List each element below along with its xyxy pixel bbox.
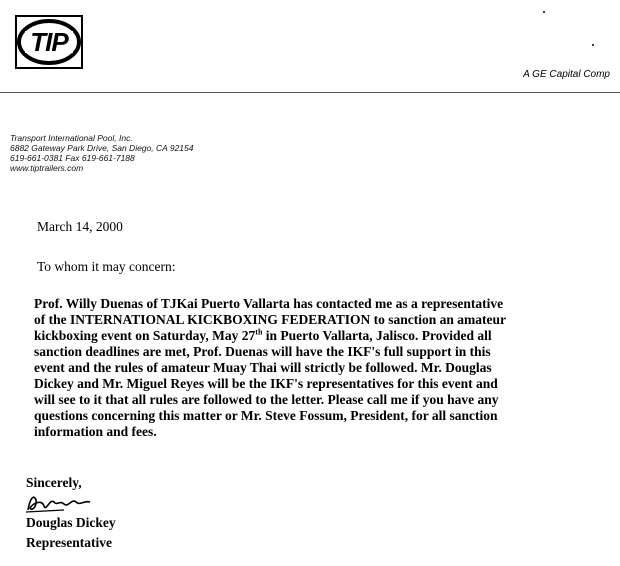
body-line: questions concerning this matter or Mr. Steve Fossum, President, for all sanction <box>34 408 498 423</box>
company-name: Transport International Pool, Inc. <box>10 133 133 143</box>
signer-name: Douglas Dickey <box>26 515 116 530</box>
body-line-part: in Puerto Vallarta, Jalisco. Provided all <box>262 328 492 343</box>
handwritten-signature <box>24 490 94 516</box>
body-line: information and fees. <box>34 424 157 439</box>
letter-date: March 14, 2000 <box>37 219 123 234</box>
tip-logo <box>15 15 83 69</box>
body-line: Prof. Willy Duenas of TJKai Puerto Vallarta has contacted me as a representative <box>34 296 504 311</box>
body-line: of the INTERNATIONAL KICKBOXING FEDERATION to sanction an amateur <box>34 312 507 327</box>
body-line: Dickey and Mr. Miguel Reyes will be the IKF's representatives for this event and <box>34 376 498 391</box>
closing: Sincerely, <box>26 475 82 490</box>
signer-title: Representative <box>26 535 112 550</box>
body-line <box>34 328 614 344</box>
company-website: www.tiptrailers.com <box>10 163 84 173</box>
letter-body <box>34 296 614 440</box>
body-line: will see to it that all rules are followed to the letter. Please call me if you have any <box>34 392 499 407</box>
body-line-part: kickboxing event on Saturday, May 27 <box>34 328 256 343</box>
logo-text: TIP <box>30 26 68 57</box>
scan-speck <box>543 11 545 13</box>
parent-company: A GE Capital Comp <box>523 69 610 80</box>
letterhead-divider <box>0 92 620 93</box>
company-block <box>10 133 193 173</box>
body-line: event and the rules of amateur Muay Thai will strictly be followed. Mr. Douglas <box>34 360 492 375</box>
body-line: sanction deadlines are met, Prof. Duenas will have the IKF's full support in this <box>34 344 491 359</box>
date-suffix: th <box>255 327 263 337</box>
company-phone-fax: 619-661-0381 Fax 619-661-7188 <box>10 153 135 163</box>
scan-speck <box>592 44 594 46</box>
salutation: To whom it may concern: <box>37 259 176 274</box>
company-address: 6882 Gateway Park Drive, San Diego, CA 92154 <box>10 143 194 153</box>
